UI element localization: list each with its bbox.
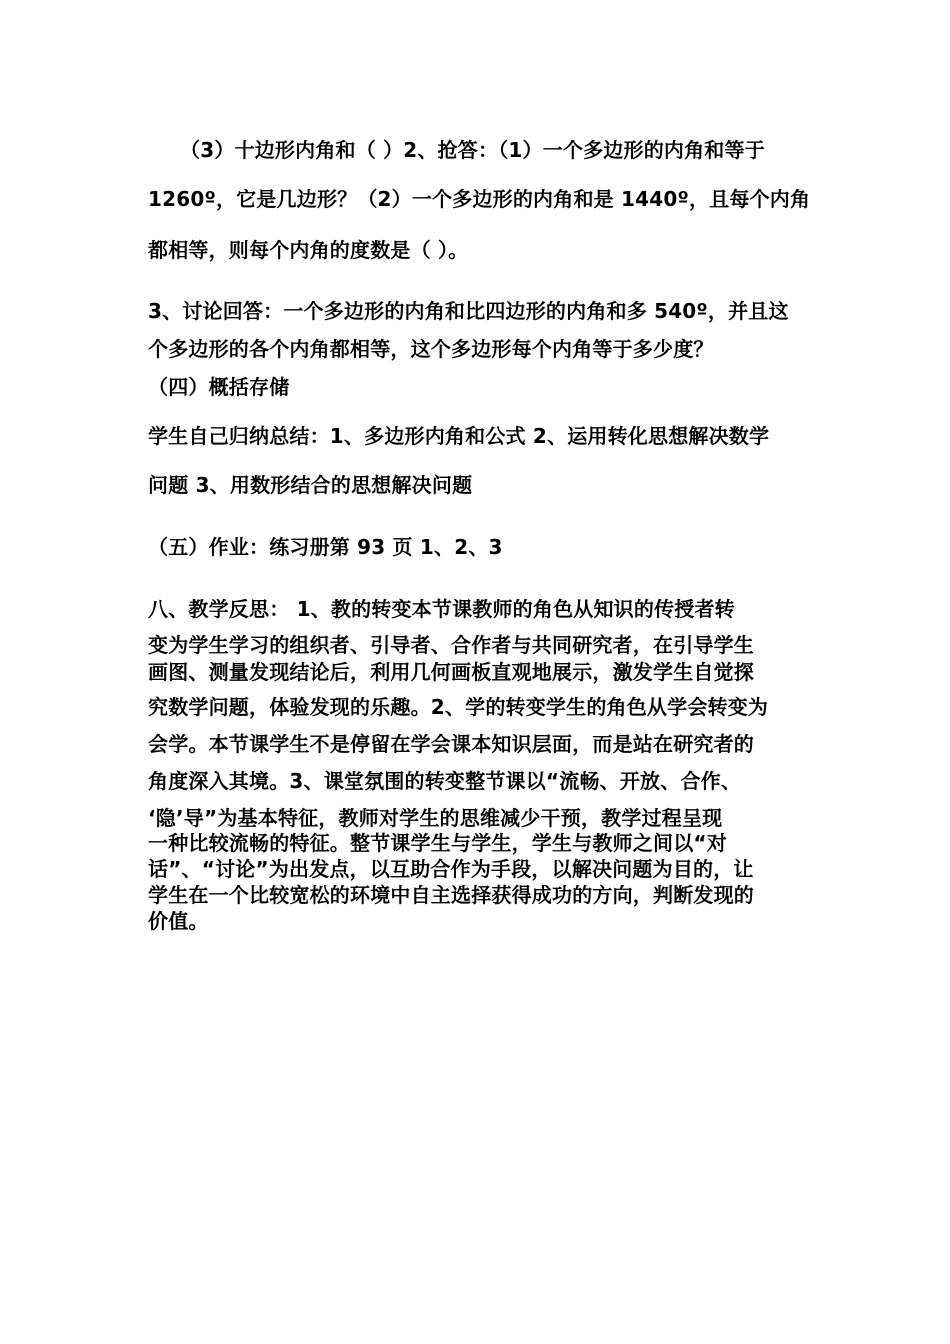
section-heading: （五）作业：练习册第 93 页 1、2、3 (148, 535, 503, 559)
section-heading: 八、教学反思： 1、教的转变本节课教师的角色从知识的传授者转 (148, 597, 735, 621)
text-line: 会学。本节课学生不是停留在学会课本知识层面，而是站在研究者的 (148, 732, 754, 756)
text-line: 个多边形的各个内角都相等，这个多边形每个内角等于多少度？ (148, 337, 714, 361)
text-line: （3）十边形内角和（ ）2、抢答：（1）一个多边形的内角和等于 (180, 138, 765, 162)
text-line: 究数学问题，体验发现的乐趣。2、学的转变学生的角色从学会转变为 (148, 695, 769, 719)
text-line: 画图、测量发现结论后，利用几何画板直观地展示，激发学生自觉探 (148, 660, 754, 684)
text-line: 问题 3、用数形结合的思想解决问题 (148, 473, 473, 497)
section-heading: （四）概括存储 (148, 375, 290, 399)
text-line: 3、讨论回答：一个多边形的内角和比四边形的内角和多 540º，并且这 (148, 299, 789, 323)
text-line: 学生自己归纳总结：1、多边形内角和公式 2、运用转化思想解决数学 (148, 424, 770, 448)
text-line: 变为学生学习的组织者、引导者、合作者与共同研究者，在引导学生 (148, 633, 754, 657)
text-line: 1260º，它是几边形？（2）一个多边形的内角和是 1440º，且每个内角 (148, 187, 811, 211)
text-line: 价值。 (148, 909, 209, 933)
text-line: 都相等，则每个内角的度数是（ ）。 (148, 238, 469, 262)
text-line: 角度深入其境。3、课堂氛围的转变整节课以“流畅、开放、合作、 (148, 769, 742, 793)
text-line: 一种比较流畅的特征。整节课学生与学生，学生与教师之间以“对 (148, 831, 727, 855)
text-line: 学生在一个比较宽松的环境中自主选择获得成功的方向，判断发现的 (148, 883, 754, 907)
text-line: ‘隐’导”为基本特征，教师对学生的思维减少干预，教学过程呈现 (148, 806, 723, 830)
text-line: 话”、“讨论”为出发点，以互助合作为手段，以解决问题为目的，让 (148, 857, 754, 881)
